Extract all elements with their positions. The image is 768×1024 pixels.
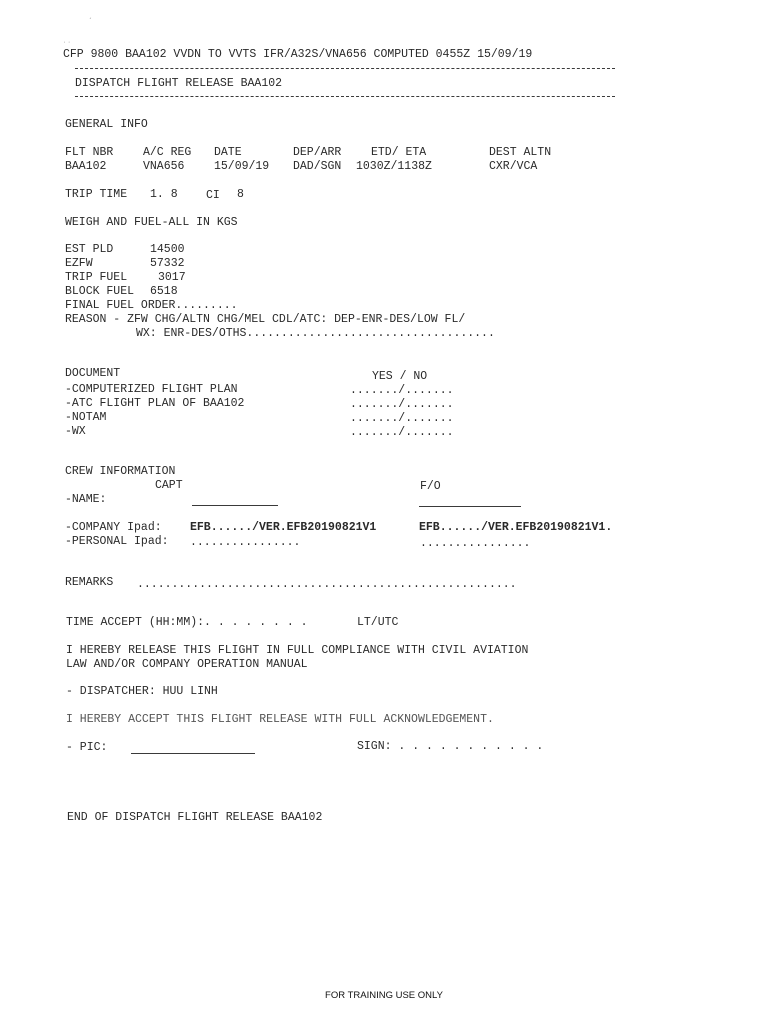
- document-item-check[interactable]: ......./.......: [350, 412, 454, 425]
- ezfw-value: 57332: [150, 257, 185, 270]
- company-ipad-fo: EFB....../VER.EFB20190821V1.: [419, 521, 613, 534]
- est-pld-label: EST PLD: [65, 243, 114, 256]
- header-date: DATE: [214, 146, 242, 159]
- header-ac-reg: A/C REG: [143, 146, 192, 159]
- dashed-rule-top: [75, 68, 615, 69]
- release-title: DISPATCH FLIGHT RELEASE BAA102: [75, 77, 283, 90]
- dispatcher-line: - DISPATCHER: HUU LINH: [66, 685, 218, 698]
- document-item-label: -WX: [65, 425, 86, 438]
- document-item-check[interactable]: ......./.......: [350, 426, 454, 439]
- value-flt-nbr: BAA102: [65, 160, 107, 173]
- trip-fuel-value: 3017: [158, 271, 186, 284]
- document-item-check[interactable]: ......./.......: [350, 398, 454, 411]
- personal-ipad-capt[interactable]: ................: [190, 536, 301, 549]
- scan-speck: ˊ: [88, 18, 93, 27]
- value-date: 15/09/19: [214, 160, 270, 173]
- training-footer: FOR TRAINING USE ONLY: [325, 990, 443, 1001]
- document-item-label: -NOTAM: [65, 411, 107, 424]
- release-statement-line-2: LAW AND/OR COMPANY OPERATION MANUAL: [66, 658, 308, 671]
- block-fuel-value: 6518: [150, 285, 178, 298]
- trip-fuel-label: TRIP FUEL: [65, 271, 128, 284]
- header-dest-altn: DEST ALTN: [489, 146, 552, 159]
- capt-name-field[interactable]: [192, 505, 278, 506]
- value-dep-arr: DAD/SGN: [293, 160, 342, 173]
- fo-header: F/O: [420, 480, 441, 493]
- ci-label: CI: [206, 189, 220, 202]
- ezfw-label: EZFW: [65, 257, 93, 270]
- document-item-label: -ATC FLIGHT PLAN OF BAA102: [65, 397, 245, 410]
- est-pld-value: 14500: [150, 243, 185, 256]
- company-ipad-label: -COMPANY Ipad:: [65, 521, 162, 534]
- time-accept-label: TIME ACCEPT (HH:MM):. . . . . . . .: [66, 616, 308, 629]
- header-flt-nbr: FLT NBR: [65, 146, 114, 159]
- header-dep-arr: DEP/ARR: [293, 146, 342, 159]
- fuel-heading: WEIGH AND FUEL-ALL IN KGS: [65, 216, 238, 229]
- release-statement-line-1: I HEREBY RELEASE THIS FLIGHT IN FULL COMPLIANCE WITH CIVIL AVIATION: [66, 644, 529, 657]
- remarks-label: REMARKS: [65, 576, 114, 589]
- fo-name-field[interactable]: [419, 506, 521, 507]
- value-dest-altn: CXR/VCA: [489, 160, 538, 173]
- document-heading: DOCUMENT: [65, 367, 121, 380]
- final-fuel-order: FINAL FUEL ORDER.........: [65, 299, 238, 312]
- pic-label: - PIC:: [66, 741, 108, 754]
- general-info-heading: GENERAL INFO: [65, 118, 148, 131]
- document-item-check[interactable]: ......./.......: [350, 384, 454, 397]
- end-of-release: END OF DISPATCH FLIGHT RELEASE BAA102: [67, 811, 323, 824]
- sign-field[interactable]: SIGN: . . . . . . . . . . .: [357, 740, 544, 753]
- pic-signature-field[interactable]: [131, 753, 255, 754]
- company-ipad-capt: EFB....../VER.EFB20190821V1: [190, 521, 377, 534]
- dashed-rule-bottom: [75, 96, 615, 97]
- trip-time-label: TRIP TIME: [65, 188, 128, 201]
- scan-speck: ˙˙: [62, 42, 72, 51]
- name-label: -NAME:: [65, 493, 107, 506]
- reason-line-2: WX: ENR-DES/OTHS....................................: [136, 327, 495, 340]
- ci-value: 8: [237, 188, 244, 201]
- value-ac-reg: VNA656: [143, 160, 185, 173]
- yes-no-header: YES / NO: [372, 370, 428, 383]
- cfp-line: CFP 9800 BAA102 VVDN TO VVTS IFR/A32S/VNA656 COMPUTED 0455Z 15/09/19: [63, 48, 533, 61]
- time-accept-unit: LT/UTC: [357, 616, 399, 629]
- remarks-field[interactable]: .......................................................: [137, 578, 517, 591]
- personal-ipad-fo[interactable]: ................: [420, 537, 531, 550]
- personal-ipad-label: -PERSONAL Ipad:: [65, 535, 169, 548]
- crew-heading: CREW INFORMATION: [65, 465, 176, 478]
- header-etd-eta: ETD/ ETA: [371, 146, 427, 159]
- document-item-label: -COMPUTERIZED FLIGHT PLAN: [65, 383, 238, 396]
- capt-header: CAPT: [155, 479, 183, 492]
- trip-time-value: 1. 8: [150, 188, 178, 201]
- value-etd-eta: 1030Z/1138Z: [356, 160, 432, 173]
- reason-line-1: REASON - ZFW CHG/ALTN CHG/MEL CDL/ATC: DEP-ENR-DES/LOW FL/: [65, 313, 466, 326]
- accept-statement: I HEREBY ACCEPT THIS FLIGHT RELEASE WITH FULL ACKNOWLEDGEMENT.: [66, 713, 494, 726]
- block-fuel-label: BLOCK FUEL: [65, 285, 135, 298]
